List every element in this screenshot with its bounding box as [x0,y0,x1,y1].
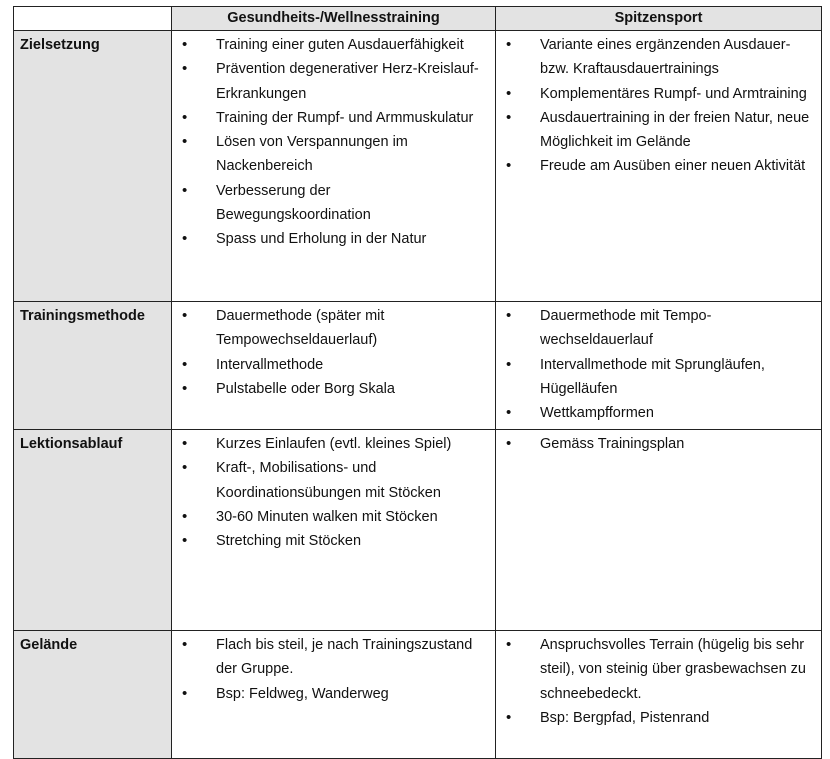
header-health: Gesundheits-/Wellnesstraining [172,7,496,31]
comparison-table [13,6,822,759]
list-item: • 30-60 Minuten walken mit Stöcken [178,505,489,529]
list-item: • Bsp: Bergpfad, Pistenrand [502,706,815,730]
list-item: • Intervallmethode [178,353,489,377]
health-list [172,430,495,553]
header-row [14,7,822,31]
list-item: • Dauermethode (später mit Tempowechseldauerlauf) [178,304,489,353]
list-item: • Pulstabelle oder Borg Skala [178,377,489,401]
list-item: • Gemäss Trainingsplan [502,432,815,456]
list-item: • Anspruchsvolles Terrain (hügelig bis sehr steil), von steinig über grasbewachsen zu schneebedeckt. [502,633,815,706]
elite-cell [496,302,822,430]
list-item: • Kraft-, Mobilisations- und Koordinationsübungen mit Stöcken [178,456,489,505]
list-item: • Spass und Erholung in der Natur [178,227,489,251]
table-row-trainingsmethode [14,302,822,430]
list-item: • Bsp: Feldweg, Wanderweg [178,682,489,706]
health-cell [172,430,496,631]
elite-list [496,631,821,730]
list-item: • Verbesserung der Bewegungskoordination [178,179,489,228]
list-item: • Stretching mit Stöcken [178,529,489,553]
elite-cell [496,31,822,302]
list-item: • Training der Rumpf- und Armmuskulatur [178,106,489,130]
list-item: • Lösen von Verspannungen im Nackenbereich [178,130,489,179]
list-item: • Wettkampfformen [502,401,815,425]
row-label: Trainingsmethode [14,302,172,430]
health-cell [172,31,496,302]
elite-list [496,31,821,179]
elite-list [496,302,821,425]
list-item: • Ausdauertraining in der freien Natur, neue Möglichkeit im Gelände [502,106,815,155]
health-cell [172,302,496,430]
health-list [172,31,495,252]
list-item: • Dauermethode mit Tempo-wechseldauerlauf [502,304,815,353]
list-item: • Training einer guten Ausdauerfähigkeit [178,33,489,57]
list-item: • Variante eines ergänzenden Ausdauer- bzw. Kraftausdauertrainings [502,33,815,82]
health-list [172,302,495,401]
table-row-lektionsablauf [14,430,822,631]
header-empty-cell [14,7,172,31]
health-cell [172,631,496,759]
elite-cell [496,430,822,631]
table-row-gelaende [14,631,822,759]
elite-list [496,430,821,456]
elite-cell [496,631,822,759]
table-row-zielsetzung [14,31,822,302]
list-item: • Flach bis steil, je nach Trainingszustand der Gruppe. [178,633,489,682]
row-label: Zielsetzung [14,31,172,302]
health-list [172,631,495,706]
list-item: • Prävention degenerativer Herz-Kreislauf-Erkrankungen [178,57,489,106]
comparison-table-wrapper [13,6,821,759]
list-item: • Freude am Ausüben einer neuen Aktivität [502,154,815,178]
row-label: Gelände [14,631,172,759]
list-item: • Intervallmethode mit Sprungläufen, Hügelläufen [502,353,815,402]
list-item: • Kurzes Einlaufen (evtl. kleines Spiel) [178,432,489,456]
list-item: • Komplementäres Rumpf- und Armtraining [502,82,815,106]
row-label: Lektionsablauf [14,430,172,631]
header-elite: Spitzensport [496,7,822,31]
